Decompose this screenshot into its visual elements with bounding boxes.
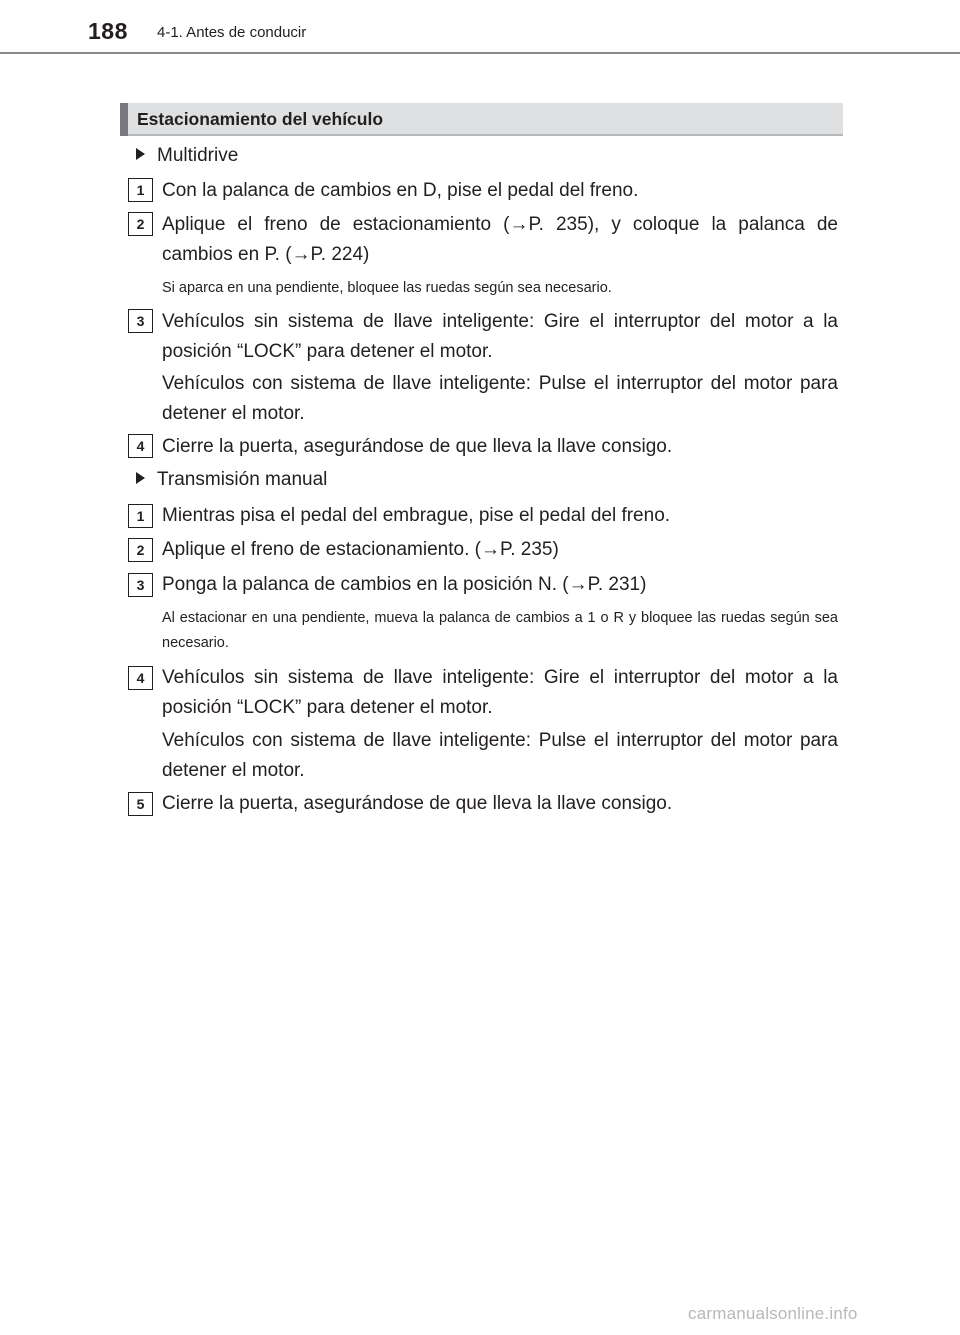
subheading-manual	[136, 469, 327, 491]
step-badge: 2	[128, 212, 153, 236]
triangle-bullet-icon	[136, 472, 145, 484]
page-number: 188	[88, 18, 128, 44]
step-note: Si aparca en una pendiente, bloquee las ruedas según sea necesario.	[162, 280, 612, 296]
step-badge: 1	[128, 504, 153, 528]
header-rule	[0, 52, 960, 54]
step-text: Aplique el freno de estacionamiento. (→P. 235)	[162, 539, 559, 560]
step-text: Ponga la palanca de cambios en la posición N. (→P. 231)	[162, 574, 647, 595]
watermark: carmanualsonline.info	[688, 1304, 858, 1323]
step-text-continued: Vehículos con sistema de llave inteligente: Pulse el interruptor del motor para detener el motor.	[162, 730, 838, 781]
triangle-bullet-icon	[136, 148, 145, 160]
step-text-continued: Vehículos con sistema de llave inteligente: Pulse el interruptor del motor para detener el motor.	[162, 373, 838, 424]
step-badge: 5	[128, 792, 153, 816]
step-badge: 2	[128, 538, 153, 562]
step-text: Cierre la puerta, asegurándose de que lleva la llave consigo.	[162, 793, 673, 814]
step-text: Cierre la puerta, asegurándose de que lleva la llave consigo.	[162, 436, 673, 457]
step-badge: 4	[128, 666, 153, 690]
step-badge: 3	[128, 309, 153, 333]
step-badge: 4	[128, 434, 153, 458]
subheading-label: Multidrive	[157, 145, 239, 166]
running-header-title: 4-1. Antes de conducir	[157, 24, 307, 41]
step-text: Vehículos sin sistema de llave inteligente: Gire el interruptor del motor a la posición “LOCK” para detener el motor.	[162, 667, 838, 718]
section-heading-title: Estacionamiento del vehículo	[137, 109, 384, 129]
step-text: Vehículos sin sistema de llave inteligente: Gire el interruptor del motor a la posición “LOCK” para detener el motor.	[162, 311, 838, 362]
section-heading-accent	[120, 103, 128, 136]
step-text: Con la palanca de cambios en D, pise el pedal del freno.	[162, 180, 639, 201]
step-text: Aplique el freno de estacionamiento (→P. 235), y coloque la palanca de cambios en P. (→P. 224)	[162, 214, 838, 265]
step-badge: 3	[128, 573, 153, 597]
subheading-label: Transmisión manual	[157, 469, 328, 490]
section-heading-bar	[120, 103, 843, 136]
step-note: Al estacionar en una pendiente, mueva la palanca de cambios a 1 o R y bloquee las ruedas según sea necesario.	[162, 610, 838, 651]
step-text: Mientras pisa el pedal del embrague, pise el pedal del freno.	[162, 505, 671, 526]
step-badge: 1	[128, 178, 153, 202]
subheading-multidrive	[136, 145, 238, 167]
